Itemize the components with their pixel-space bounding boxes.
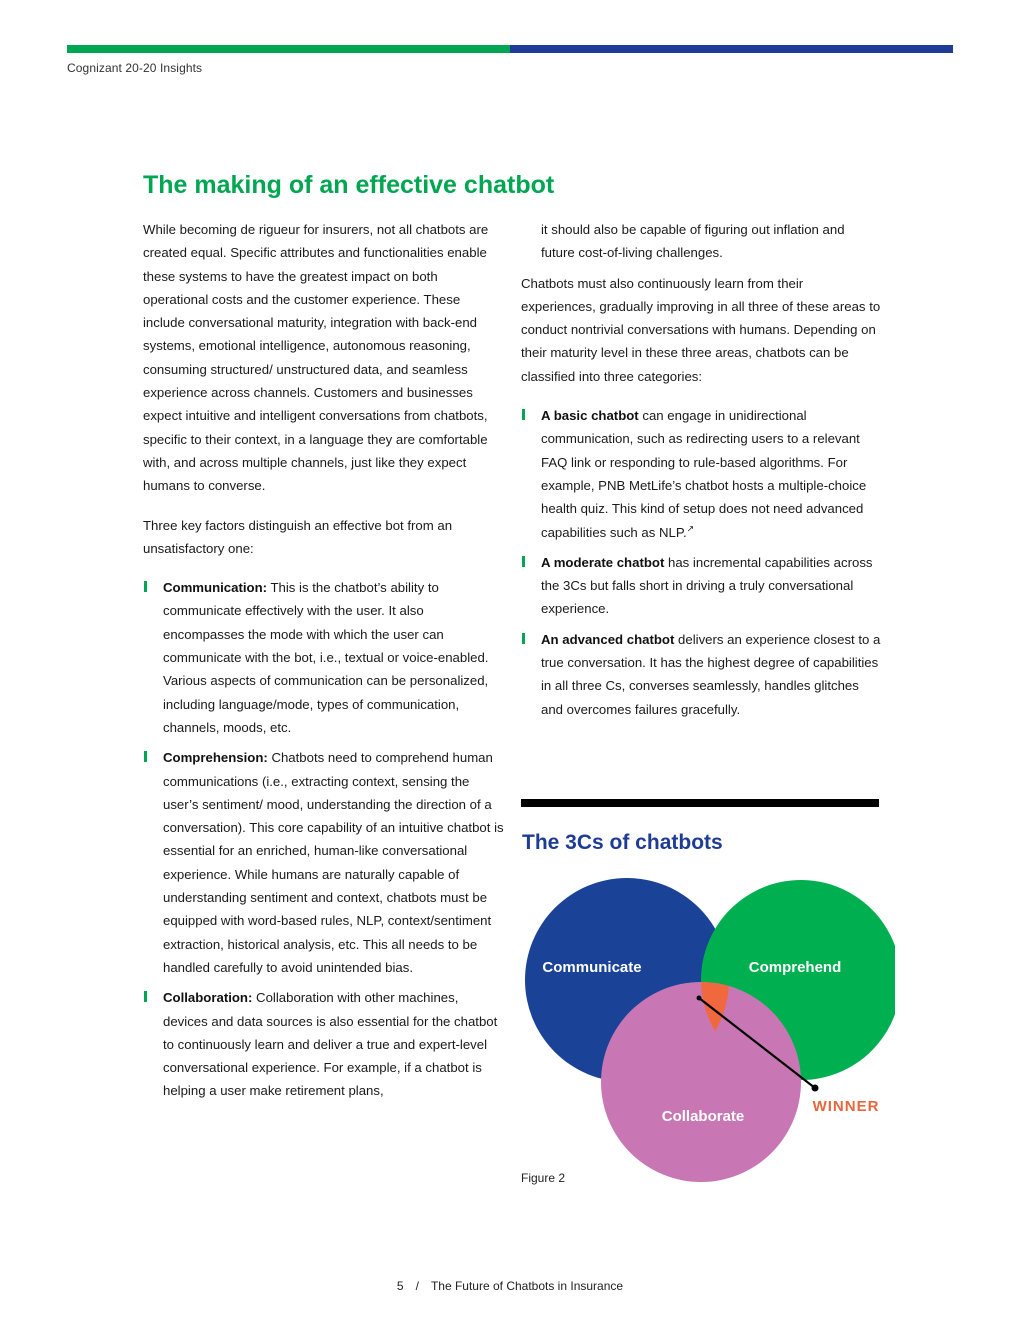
bullet-term: Communication:	[163, 580, 268, 596]
factors-intro-paragraph: Three key factors distinguish an effective bot from an unsatisfactory one:	[143, 517, 453, 556]
bullet-term: An advanced chatbot	[541, 631, 675, 647]
venn-diagram	[515, 870, 895, 1190]
footer-separator: /	[415, 1279, 419, 1293]
bullet-communication	[143, 576, 505, 739]
figure-divider	[521, 799, 879, 807]
bullet-term: A basic chatbot	[541, 408, 639, 424]
learning-paragraph: Chatbots must also continuously learn from their experiences, gradually improving in all three of these areas to conduct nontrivial conversations with humans. Depending on their maturity level in these three areas, chatbots can be classified into three categories:	[521, 275, 881, 384]
bullet-marker	[144, 581, 147, 592]
header-bar-blue	[510, 45, 953, 53]
continuation-paragraph: it should also be capable of figuring out inflation and future cost-of-living challenges.	[541, 222, 845, 261]
bullet-term: Collaboration:	[163, 990, 253, 1006]
pointer-start-dot	[697, 996, 702, 1001]
bullet-term: A moderate chatbot	[541, 554, 665, 570]
comprehend-label: Comprehend	[748, 959, 842, 976]
intro-paragraph: While becoming de rigueur for insurers, not all chatbots are created equal. Specific attributes and functionalities enable these systems to have the greatest impact on both operational costs and the customer experience. These include conversational maturity, integration with back-end systems, emotional intelligence, autonomous reasoning, consuming structured/ unstructured data, and seamless experience across channels. Customers and businesses expect intuitive and intelligent conversations from chatbots, specific to their context, in a language they are comfortable with, and across multiple channels, just like they expect humans to converse.	[143, 222, 489, 494]
bullet-moderate-chatbot	[521, 551, 881, 621]
running-head: Cognizant 20-20 Insights	[67, 61, 203, 75]
bullet-comprehension	[143, 746, 505, 979]
bullet-text: can engage in unidirectional communication, such as redirecting users to a relevant FAQ link or responding to rule-based algorithms. For example, PNB MetLife’s chatbot hosts a multiple-choice health quiz. This kind of setup does not need advanced capabilities such as NLP.	[541, 408, 867, 540]
bullet-collaboration	[143, 986, 505, 1102]
collaborate-circle	[601, 982, 801, 1182]
external-link-icon[interactable]: ↗	[686, 523, 695, 534]
bullet-text: This is the chatbot’s ability to communicate effectively with the user. It also encompasses the mode with which the user can communicate with the bot, i.e., textual or voice-enabled. Various aspects of communication can be personalized, including language/mode, types of communication, channels, moods, etc.	[163, 580, 489, 735]
bullet-text: has incremental capabilities across the 3Cs but falls short in driving a truly conversational experience.	[541, 554, 873, 617]
bullet-text: delivers an experience closest to a true conversation. It has the highest degree of capabilities in all three Cs, converses seamlessly, handles glitches and overcomes failures gracefully.	[541, 631, 881, 717]
bullet-marker	[522, 633, 525, 644]
collaborate-label: Collaborate	[661, 1108, 745, 1125]
bullet-term: Comprehension:	[163, 750, 268, 766]
header-color-bar	[67, 45, 953, 53]
bullet-advanced-chatbot	[521, 628, 881, 721]
figure-caption: Figure 2	[521, 1171, 566, 1185]
document-title: The Future of Chatbots in Insurance	[430, 1279, 624, 1293]
bullet-marker	[522, 556, 525, 567]
bullet-marker	[144, 751, 147, 762]
page-footer	[0, 1279, 1020, 1293]
communicate-label: Communicate	[542, 959, 642, 976]
right-column	[521, 218, 881, 728]
bullet-text: Chatbots need to comprehend human communications (i.e., extracting context, sensing the user’s sentiment/ mood, understanding the direction of a conversation). This core capability of an intuitive chatbot is essential for an enriched, human-like conversational experience. While humans are naturally capable of understanding sentiment and context, chatbots must be equipped with word-based rules, NLP, context/sentiment extraction, historical analysis, etc. This all needs to be handled carefully to avoid unintended bias.	[163, 750, 504, 975]
page-title: The making of an effective chatbot	[143, 171, 555, 199]
pointer-end-dot	[812, 1085, 819, 1092]
bullet-basic-chatbot	[521, 404, 881, 544]
winner-callout: WINNER	[812, 1098, 880, 1115]
bullet-text: Collaboration with other machines, devices and data sources is also essential for the chatbot to continuously learn and deliver a true and expert-level conversational experience. For example, if a chatbot is helping a user make retirement plans,	[163, 990, 498, 1099]
page-number: 5	[396, 1279, 404, 1293]
left-column	[143, 218, 505, 1110]
bullet-marker	[522, 409, 525, 420]
bullet-marker	[144, 991, 147, 1002]
figure-title: The 3Cs of chatbots	[522, 831, 723, 854]
header-bar-green	[67, 45, 510, 53]
